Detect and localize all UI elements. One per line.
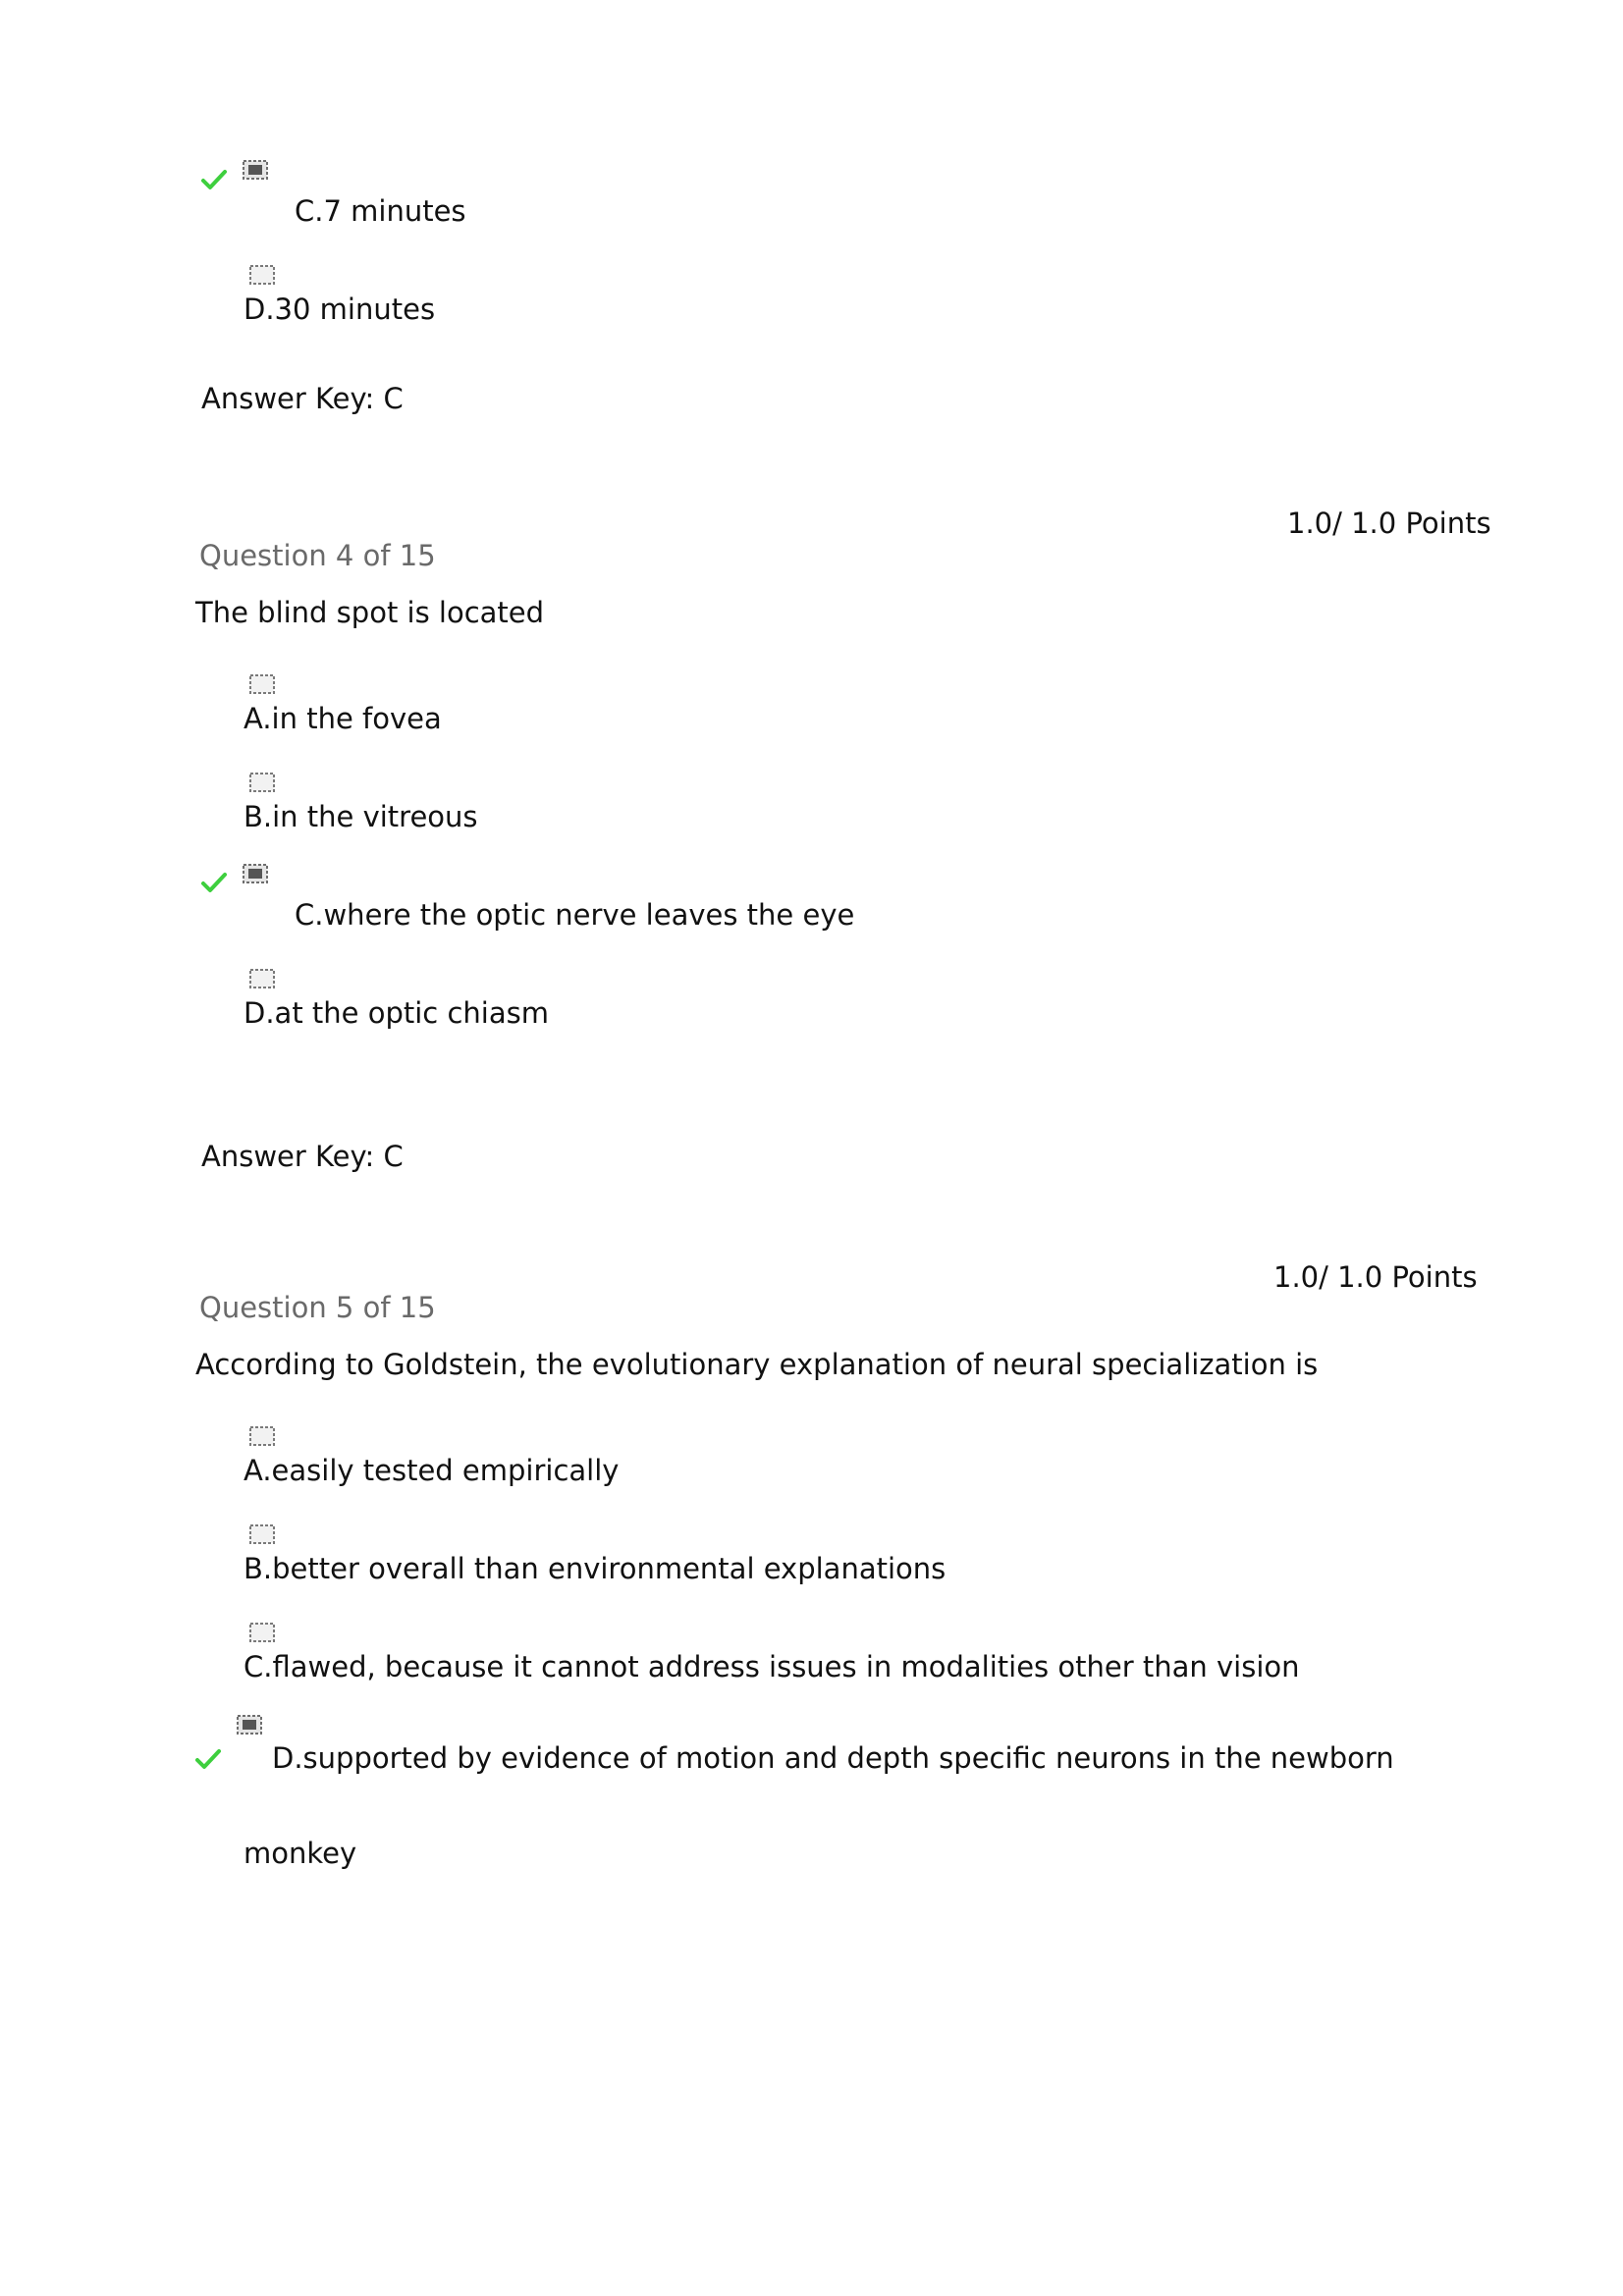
selected-radio-icon[interactable] (243, 864, 268, 883)
q4-option-c: C.where the optic nerve leaves the eye (295, 898, 855, 932)
radio-icon[interactable] (249, 1426, 275, 1446)
correct-check-icon (201, 872, 227, 893)
radio-icon[interactable] (249, 674, 275, 694)
correct-check-icon (195, 1748, 221, 1770)
q5-option-d-line1: D.supported by evidence of motion and depth specific neurons in the newborn (272, 1741, 1394, 1775)
q5-option-b: B.better overall than environmental explanations (243, 1552, 947, 1585)
radio-icon[interactable] (249, 265, 275, 285)
radio-icon[interactable] (249, 773, 275, 792)
q4-option-a: A.in the fovea (243, 702, 442, 735)
selected-radio-icon[interactable] (243, 160, 268, 180)
q5-prompt: According to Goldstein, the evolutionary explanation of neural specialization is (195, 1348, 1319, 1381)
radio-icon[interactable] (249, 1623, 275, 1642)
q5-option-d-line2: monkey (243, 1837, 357, 1870)
q3-option-d: D.30 minutes (243, 293, 436, 326)
radio-icon[interactable] (249, 1524, 275, 1544)
correct-check-icon (201, 169, 227, 190)
q4-points: 1.0/ 1.0 Points (1287, 507, 1491, 540)
q4-option-d: D.at the optic chiasm (243, 996, 549, 1030)
radio-icon[interactable] (249, 969, 275, 988)
selected-radio-icon[interactable] (237, 1715, 262, 1735)
q4-prompt: The blind spot is located (195, 596, 545, 629)
q4-header: Question 4 of 15 (199, 539, 436, 572)
q5-option-a: A.easily tested empirically (243, 1454, 620, 1487)
q3-option-c: C.7 minutes (295, 194, 466, 228)
q4-option-b: B.in the vitreous (243, 800, 478, 833)
q5-header: Question 5 of 15 (199, 1291, 436, 1324)
q4-answer-key: Answer Key: C (201, 1140, 404, 1173)
q5-points: 1.0/ 1.0 Points (1273, 1260, 1478, 1294)
q3-answer-key: Answer Key: C (201, 382, 404, 415)
q5-option-c: C.flawed, because it cannot address issues in modalities other than vision (243, 1650, 1300, 1683)
